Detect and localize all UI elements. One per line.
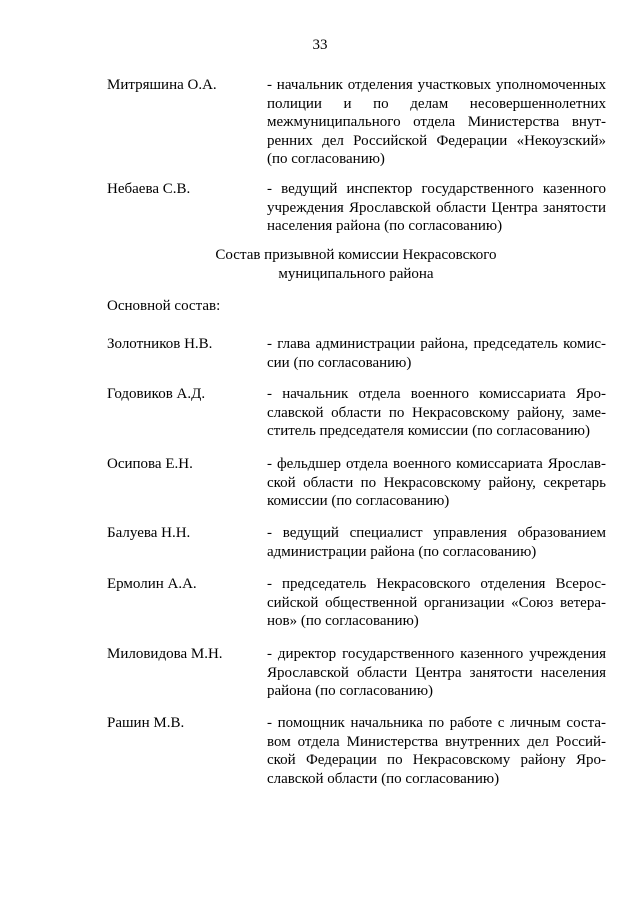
member-name: Балуева Н.Н. <box>107 525 191 541</box>
member-role: - помощник начальника по работе с личным составом отдела Министерства внутренних дел Российской Федерации по Некрасовскому району Ярославской области (по согласованию) <box>267 715 606 787</box>
member-name: Миловидова М.Н. <box>107 646 223 662</box>
member-role: - ведущий специалист управления образованием администрации района (по согласованию) <box>267 525 606 560</box>
member-role: - директор государственного казенного учреждения Ярославской области Центра занятости населения района (по согласованию) <box>267 646 606 699</box>
member-name: Ермолин А.А. <box>107 576 197 592</box>
member-role: - ведущий инспектор государственного казенного учреждения Ярославской области Центра занятости населения района (по согласованию) <box>267 181 606 234</box>
section-title <box>0 246 640 283</box>
member-name: Небаева С.В. <box>107 181 191 197</box>
member-name: Митряшина О.А. <box>107 77 217 93</box>
section-title-line: муниципального района <box>278 265 434 282</box>
member-name: Годовиков А.Д. <box>107 386 206 402</box>
member-role: - глава администрации района, председатель комиссии (по согласованию) <box>267 336 606 371</box>
member-name: Золотников Н.В. <box>107 336 213 352</box>
member-role: - начальник отдела военного комиссариата Ярославской области по Некрасовскому району, заместитель председателя комиссии (по согласованию) <box>267 386 606 439</box>
member-role: - председатель Некрасовского отделения Всероссийской общественной организации «Союз ветеранов» (по согласованию) <box>267 576 606 629</box>
member-role: - фельдшер отдела военного комиссариата Ярославской области по Некрасовскому району, секретарь комиссии (по согласованию) <box>267 456 606 509</box>
page-number: 33 <box>312 37 328 53</box>
member-name: Рашин М.В. <box>107 715 185 731</box>
member-role: - начальник отделения участковых уполномоченных полиции и по делам несовершеннолетних межмуниципального отдела Министерства внутренних дел Российской Федерации «Некоузский» (по согласованию) <box>267 77 606 167</box>
section-title-line: Состав призывной комиссии Некрасовского <box>215 247 497 263</box>
subsection-label: Основной состав: <box>107 298 221 314</box>
member-name: Осипова Е.Н. <box>107 456 193 472</box>
